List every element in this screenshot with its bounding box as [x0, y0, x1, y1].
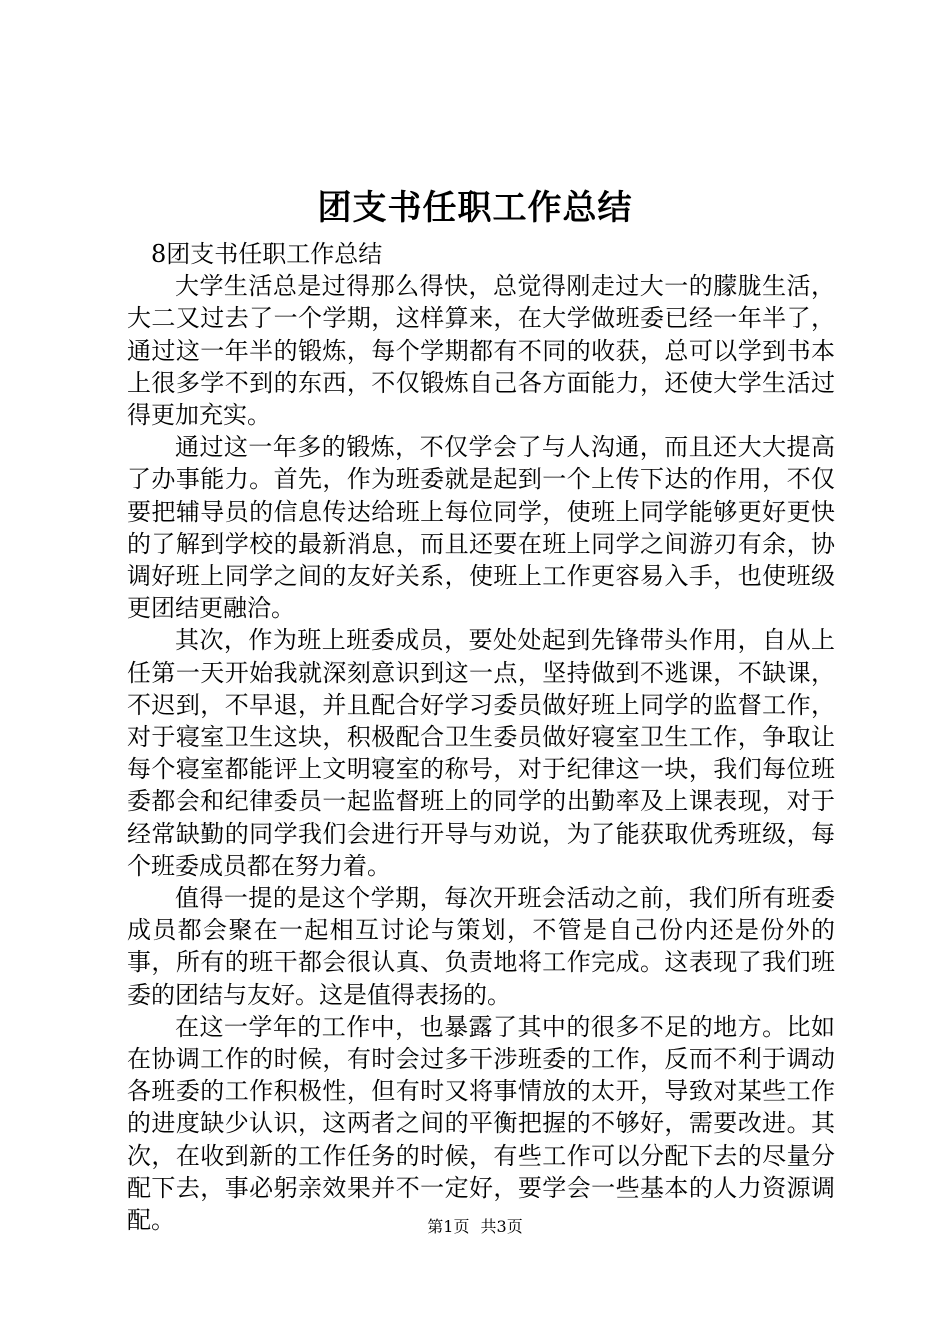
page-footer: [0, 1216, 950, 1238]
document-subtitle: 8团支书任职工作总结: [151, 240, 383, 268]
paragraph-5: 在这一学年的工作中，也暴露了其中的很多不足的地方。比如在协调工作的时候，有时会过多干涉班委的工作，反而不利于调动各班委的工作积极性，但有时又将事情放的太开，导致对某些工作的进度缺少认识，这两者之间的平衡把握的不够好，需要改进。其次，在收到新的工作任务的时候，有些工作可以分配下去的尽量分配下去，事必躬亲效果并不一定好，要学会一些基本的人力资源调配。: [127, 1012, 835, 1235]
page-number-current: 第1页: [427, 1217, 470, 1236]
paragraph-2: 通过这一年多的锻炼，不仅学会了与人沟通，而且还大大提高了办事能力。首先，作为班委就是起到一个上传下达的作用，不仅要把辅导员的信息传达给班上每位同学，使班上同学能够更好更快的了解到学校的最新消息，而且还要在班上同学之间游刃有余，协调好班上同学之间的友好关系，使班上工作更容易入手，也使班级更团结更融洽。: [127, 433, 835, 623]
document-title: 团支书任职工作总结: [317, 188, 633, 228]
paragraph-4: 值得一提的是这个学期，每次开班会活动之前，我们所有班委成员都会聚在一起相互讨论与策划，不管是自己份内还是份外的事，所有的班干都会很认真、负责地将工作完成。这表现了我们班委的团结与友好。这是值得表扬的。: [127, 884, 835, 1009]
paragraph-3: 其次，作为班上班委成员，要处处起到先锋带头作用，自从上任第一天开始我就深刻意识到这一点，坚持做到不逃课，不缺课，不迟到，不早退，并且配合好学习委员做好班上同学的监督工作，对于寝室卫生这块，积极配合卫生委员做好寝室卫生工作，争取让每个寝室都能评上文明寝室的称号，对于纪律这一块，我们每位班委都会和纪律委员一起监督班上的同学的出勤率及上课表现，对于经常缺勤的同学我们会进行开导与劝说，为了能获取优秀班级，每个班委成员都在努力着。: [127, 626, 835, 880]
document-body: [127, 238, 835, 1236]
paragraph-1: 大学生活总是过得那么得快，总觉得刚走过大一的朦胧生活，大二又过去了一个学期，这样算来，在大学做班委已经一年半了，通过这一年半的锻炼，每个学期都有不同的收获，总可以学到书本上很多学不到的东西，不仅锻炼自己各方面能力，还使大学生活过得更加充实。: [127, 272, 835, 430]
page-number-total: 共3页: [480, 1217, 523, 1236]
